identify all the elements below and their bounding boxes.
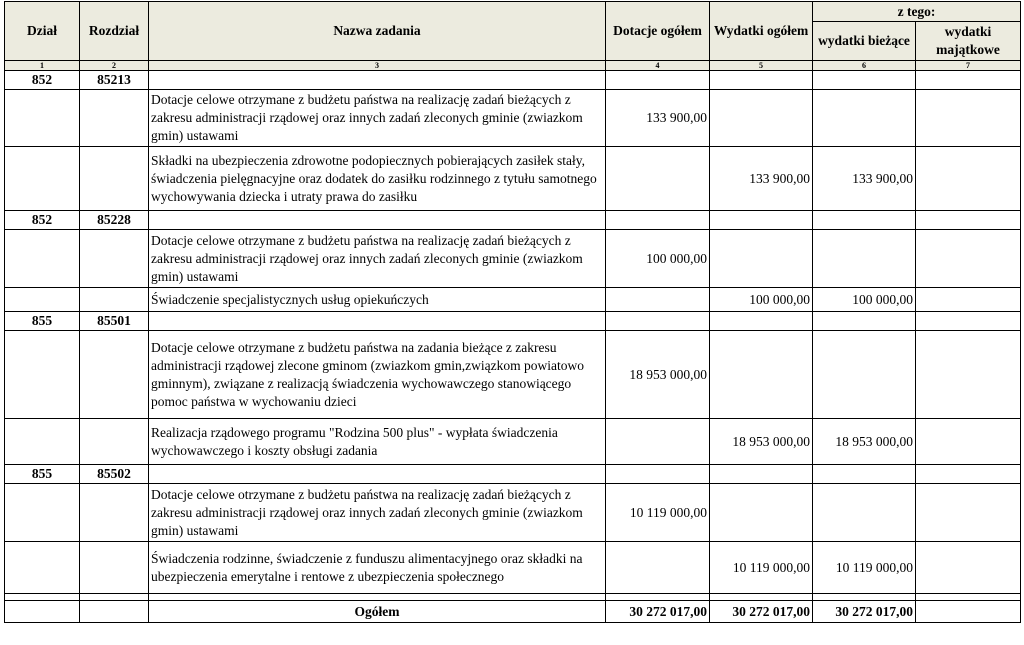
table-row	[5, 288, 1021, 312]
section-row	[5, 71, 1021, 90]
table-row	[5, 230, 1021, 288]
header-rozdzial: Rozdział	[80, 2, 149, 61]
table-row	[5, 331, 1021, 419]
section-row	[5, 211, 1021, 230]
row-dotacje	[606, 147, 710, 211]
row-dotacje	[606, 542, 710, 594]
row-nazwa: Świadczenie specjalistycznych usług opiekuńczych	[149, 288, 606, 312]
col-number: 1	[5, 61, 80, 71]
header-majatkowe: wydatki majątkowe	[916, 22, 1021, 61]
row-wydatki	[710, 90, 813, 147]
section-rozdzial: 85228	[80, 211, 149, 230]
table-row	[5, 90, 1021, 147]
section-dzial: 855	[5, 465, 80, 484]
column-number-row	[5, 61, 1021, 71]
row-dotacje	[606, 419, 710, 465]
row-biezace: 18 953 000,00	[813, 419, 916, 465]
col-number: 6	[813, 61, 916, 71]
table-row	[5, 147, 1021, 211]
row-majatkowe	[916, 484, 1021, 542]
row-nazwa: Dotacje celowe otrzymane z budżetu państwa na realizację zadań bieżących z zakresu administracji rządowej oraz innych zadań zleconych gminie (zwiazkom gmin) ustawami	[149, 484, 606, 542]
table-row	[5, 484, 1021, 542]
row-wydatki: 133 900,00	[710, 147, 813, 211]
row-dotacje: 10 119 000,00	[606, 484, 710, 542]
row-nazwa: Dotacje celowe otrzymane z budżetu państwa na zadania bieżące z zakresu administracji rządowej zlecone gminom (zwiazkom gmin,związkom powiatowo gminnym), związane z realizacją świadczenia wychowawczego stanowiącego pomoc państwa w wychowaniu dzieci	[149, 331, 606, 419]
row-biezace	[813, 230, 916, 288]
section-rozdzial: 85213	[80, 71, 149, 90]
row-majatkowe	[916, 230, 1021, 288]
header-nazwa: Nazwa zadania	[149, 2, 606, 61]
total-wydatki: 30 272 017,00	[710, 601, 813, 623]
row-majatkowe	[916, 331, 1021, 419]
section-rozdzial: 85502	[80, 465, 149, 484]
row-wydatki: 100 000,00	[710, 288, 813, 312]
section-dzial: 852	[5, 71, 80, 90]
row-dotacje	[606, 288, 710, 312]
table-row	[5, 419, 1021, 465]
row-majatkowe	[916, 542, 1021, 594]
row-nazwa: Składki na ubezpieczenia zdrowotne podopiecznych pobierających zasiłek stały, świadczenia pielęgnacyjne oraz dodatek do zasiłku rodzinnego z tytułu samotnego wychowywania dziecka i utraty prawa do zasiłku	[149, 147, 606, 211]
col-number: 3	[149, 61, 606, 71]
row-wydatki	[710, 331, 813, 419]
row-biezace	[813, 90, 916, 147]
header-dzial: Dział	[5, 2, 80, 61]
header-dotacje: Dotacje ogółem	[606, 2, 710, 61]
total-row	[5, 601, 1021, 623]
row-nazwa: Dotacje celowe otrzymane z budżetu państwa na realizację zadań bieżących z zakresu administracji rządowej oraz innych zadań zleconych gminie (zwiazkom gmin) ustawami	[149, 90, 606, 147]
budget-table	[4, 1, 1021, 623]
row-dotacje: 100 000,00	[606, 230, 710, 288]
row-nazwa: Świadczenia rodzinne, świadczenie z funduszu alimentacyjnego oraz składki na ubezpieczenia emerytalne i rentowe z ubezpieczenia społecznego	[149, 542, 606, 594]
section-rozdzial: 85501	[80, 312, 149, 331]
row-biezace: 100 000,00	[813, 288, 916, 312]
col-number: 5	[710, 61, 813, 71]
row-wydatki	[710, 484, 813, 542]
total-majatkowe	[916, 601, 1021, 623]
row-majatkowe	[916, 288, 1021, 312]
header-wydatki: Wydatki ogółem	[710, 2, 813, 61]
header-z-tego: z tego:	[813, 2, 1021, 22]
row-biezace	[813, 331, 916, 419]
row-nazwa: Dotacje celowe otrzymane z budżetu państwa na realizację zadań bieżących z zakresu administracji rządowej oraz innych zadań zleconych gminie (zwiazkom gmin) ustawami	[149, 230, 606, 288]
col-number: 4	[606, 61, 710, 71]
total-biezace: 30 272 017,00	[813, 601, 916, 623]
row-wydatki: 10 119 000,00	[710, 542, 813, 594]
row-biezace	[813, 484, 916, 542]
row-wydatki	[710, 230, 813, 288]
header-biezace: wydatki bieżące	[813, 22, 916, 61]
section-dzial: 855	[5, 312, 80, 331]
row-majatkowe	[916, 90, 1021, 147]
total-dotacje: 30 272 017,00	[606, 601, 710, 623]
section-row	[5, 465, 1021, 484]
col-number: 2	[80, 61, 149, 71]
table-row	[5, 542, 1021, 594]
row-biezace: 10 119 000,00	[813, 542, 916, 594]
row-dotacje: 18 953 000,00	[606, 331, 710, 419]
row-majatkowe	[916, 147, 1021, 211]
row-majatkowe	[916, 419, 1021, 465]
col-number: 7	[916, 61, 1021, 71]
row-biezace: 133 900,00	[813, 147, 916, 211]
row-nazwa: Realizacja rządowego programu "Rodzina 500 plus" - wypłata świadczenia wychowawczego i koszty obsługi zadania	[149, 419, 606, 465]
row-wydatki: 18 953 000,00	[710, 419, 813, 465]
row-dotacje: 133 900,00	[606, 90, 710, 147]
total-label: Ogółem	[149, 601, 606, 623]
spacer-row	[5, 594, 1021, 601]
section-row	[5, 312, 1021, 331]
section-dzial: 852	[5, 211, 80, 230]
